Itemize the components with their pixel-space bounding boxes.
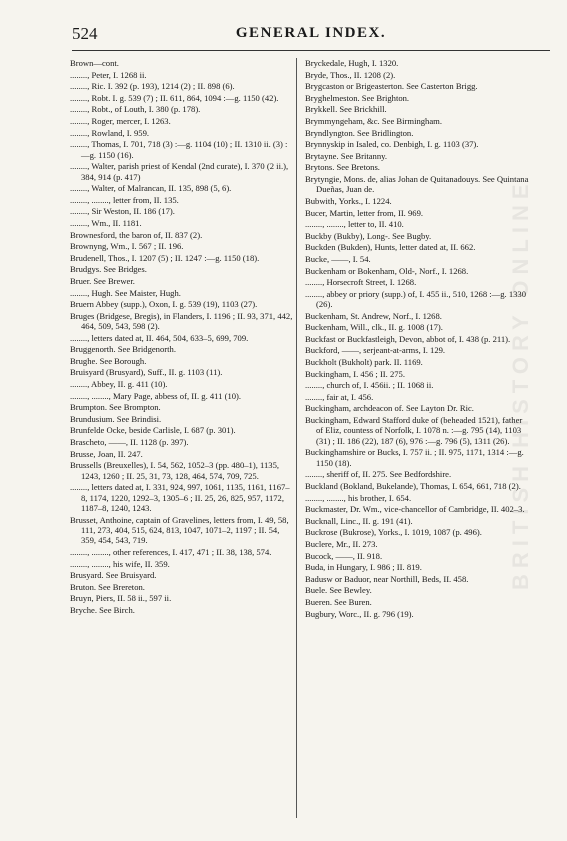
index-entry: Bucock, ——, II. 918. [305,550,383,561]
index-entry: Bruges (Bridgese, Bregis), in Flanders, I. 1196 ; II. 93, 371, 442, 464, 509, 543, 598 (2). [70,310,293,332]
index-entry: ........, abbey or priory (supp.) of, I. 455 ii., 510, 1268 :—g. 1330 (26). [305,288,527,310]
running-title: GENERAL INDEX. [235,25,387,41]
index-entry: Brusyard. See Bruisyard. [70,570,157,581]
index-entry: Bruer. See Brewer. [70,275,135,286]
index-entry: ........, ........, letter from, II. 135. [70,194,179,205]
index-entry: Brascheto, ——, II. 1128 (p. 397). [70,437,189,448]
index-entry: Buckinghamshire or Bucks, I. 757 ii. ; II. 975, 1171, 1314 :—g. 1150 (18). [305,447,524,468]
index-entry: Buckland (Bokland, Bukelande), Thomas, I. 654, 661, 718 (2). [305,481,521,492]
index-entry: Brunfelde Ocke, beside Carlisle, I. 687 (p. 301). [70,425,236,436]
index-entry: Buckenham or Bokenham, Old-, Norf., I. 1268. [305,265,469,276]
index-entry: Buckmaster, Dr. Wm., vice-chancellor of Cambridge, II. 402–3. [305,504,525,515]
index-entry: Bruggenorth. See Bridgenorth. [70,344,176,355]
watermark-stamp: BRITISH HISTORY ONLINE [508,178,533,590]
index-entry: ........, Roger, mercer, I. 1263. [70,115,171,126]
index-entry: ........, Robt. I. g. 539 (7) ; II. 611, 864, 1094 :—g. 1150 (42). [70,92,279,103]
index-entry: ........, Robt., of Louth, I. 380 (p. 178). [70,104,201,115]
index-entry: Buckden (Bukden), Hunts, letter dated at, II. 662. [305,242,476,253]
index-entry: ........, Peter, I. 1268 ii. [70,69,147,80]
page-number: 524 [72,24,98,43]
index-entry: ........, Rowland, I. 959. [70,127,150,138]
index-entry: ........, Wm., II. 1181. [70,217,142,228]
index-entry: Brumpton. See Brompton. [70,402,161,413]
index-entry: Brown—cont. [70,58,119,68]
index-entry: Brusset, Anthoine, captain of Gravelines, letters from, I. 49, 58, 111, 273, 404, 515, 624, 813, 1047, 1071–2, 1197 ; II. 54, 359, 454, 543, 719. [70,514,289,546]
index-entry: Brusse, Joan, II. 247. [70,448,143,459]
index-entry: Brymmyngeham, &c. See Birmingham. [305,115,443,126]
index-entry: ........, ........, his wife, II. 359. [70,558,170,569]
index-entry: Brownesford, the baron of, II. 837 (2). [70,229,203,240]
index-entry: Bubwith, Yorks., I. 1224. [305,195,392,206]
index-entry: ........, church of, I. 456ii. ; II. 1068 ii. [305,380,434,391]
index-entry: ........, letters dated at, II. 464, 504, 633–5, 699, 709. [70,332,249,343]
index-entry: ........, Walter, parish priest of Kendal (2nd curate), I. 370 (2 ii.), 384, 914 (p. 417) [70,161,289,182]
index-entry: ........, sheriff of, II. 275. See Bedfordshire. [305,469,452,480]
index-entry: ........, fair at, I. 456. [305,391,374,402]
index-entry: Bryndlyngton. See Bridlington. [305,127,414,138]
index-entry: Bueren. See Buren. [305,596,372,607]
index-entry: Buckingham, I. 456 ; II. 275. [305,368,406,379]
index-entry: ........, Walter, of Malrancan, II. 135, 898 (5, 6). [70,183,232,194]
index-entry: Brussells (Breuxelles), I. 54, 562, 1052–3 (pp. 480–1), 1135, 1243, 1260 ; II. 25, 31, 73, 128, 464, 574, 709, 725. [70,460,280,481]
index-entry: Buckholt (Bukholt) park. II. 1169. [305,357,423,368]
index-entry: Brughe. See Borough. [70,355,147,366]
index-entry: Brundusium. See Brindisi. [70,413,162,424]
index-entry: Buckingham, Edward Stafford duke of (beheaded 1521), father of Eliz, countess of Norfolk, I. 1078 n. :—g. 795 (14), 1103 (31) ; II. 186 (22), 187 (6), 976 :—g. 796 (5), 1311 (26). [305,415,523,446]
index-entry: Brygcaston or Brigeasterton. See Casterton Brigg. [305,81,478,92]
index-entry: ........, ........, Mary Page, abbess of, II. g. 411 (10). [70,390,242,401]
index-entry: Bruern Abbey (supp.), Oxon, I. g. 539 (19), 1103 (27). [70,299,258,310]
index-entry: Bucknall, Linc., II. g. 191 (41). [305,515,413,526]
index-entry: Brynnyskip in Isaled, co. Denbigh, I. g. 1103 (37). [305,139,479,150]
index-entry: Buckenham, St. Andrew, Norf., I. 1268. [305,310,442,321]
index-entry: ........, ........, letter to, II. 410. [305,219,404,230]
index-entry: Buda, in Hungary, I. 986 ; II. 819. [305,562,422,573]
index-entry: ........, Sir Weston, II. 186 (17). [70,206,175,217]
index-entry: Buckenham, Will., clk., II. g. 1008 (17). [305,322,443,333]
left-index-column [70,58,296,617]
index-entry: Brytyngie, Mons. de, alias Johan de Quitanadouys. See Quintana Dueñas, Juan de. [305,173,529,195]
index-entry: ........, Ric. I. 392 (p. 193), 1214 (2) ; II. 898 (6). [70,81,235,92]
index-entry: Buckford, ——, serjeant-at-arms, I. 129. [305,345,446,356]
index-entry: Brytons. See Bretons. [305,162,380,173]
index-entry: ........, Horsecroft Street, I. 1268. [305,277,417,288]
index-entry: Brykkell. See Brickhill. [305,104,387,115]
index-entry: ........, Thomas, I. 701, 718 (3) :—g. 1104 (10) ; II. 1310 ii. (3) :—g. 1150 (16). [70,139,288,160]
index-entry: Bryghelmeston. See Brighton. [305,92,410,103]
index-entry: Bryche. See Birch. [70,605,135,615]
index-entry: Brudgys. See Bridges. [70,264,147,275]
index-entry: Bryde, Thos., II. 1208 (2). [305,69,396,80]
index-entry: Bryckedale, Hugh, I. 1320. [305,58,399,68]
index-entry: Buckby (Bukby), Long-. See Bugby. [305,230,432,241]
index-entry: Bruton. See Brereton. [70,581,145,592]
index-entry: Buckfast or Buckfastleigh, Devon, abbot of, I. 438 (p. 211). [305,333,511,344]
index-entry: Badusw or Baduor, near Northill, Beds, II. 458. [305,573,469,584]
page-header [72,24,550,51]
index-entry: ........, Abbey, II. g. 411 (10). [70,379,168,390]
index-entry: Buckrose (Bukrose), Yorks., I. 1019, 1087 (p. 496). [305,527,482,538]
index-entry: Brytayne. See Britanny. [305,150,388,161]
index-entry: Brudenell, Thos., I. 1207 (5) ; II. 1247 :—g. 1150 (18). [70,252,260,263]
index-entry: Bucke, ——, I. 54. [305,253,371,264]
index-entry: Buele. See Bewley. [305,585,372,596]
index-entry: ........, ........, his brother, I. 654. [305,492,412,503]
index-entry: ........, letters dated at, I. 331, 924, 997, 1061, 1135, 1161, 1167–8, 1174, 1220, 1292–3, 1305–6 ; II. 25, 26, 825, 957, 1172, 1187–8, 1240, 1243. [70,482,290,514]
index-entry: ........, Hugh. See Maister, Hugh. [70,287,181,298]
right-index-column [305,58,531,620]
column-divider [296,58,297,818]
index-entry: ........, ........, other references, I. 417, 471 ; II. 38, 138, 574. [70,547,272,558]
index-entry: Bruyn, Piers, II. 58 ii., 597 ii. [70,593,172,604]
index-entry: Buckingham, archdeacon of. See Layton Dr. Ric. [305,403,474,414]
index-entry: Brownyng, Wm., I. 567 ; II. 196. [70,241,184,252]
index-entry: Bugbury, Worc., II. g. 796 (19). [305,608,414,619]
index-entry: Bucer, Martin, letter from, II. 969. [305,207,424,218]
index-entry: Buclere, Mr., II. 273. [305,539,378,549]
index-entry: Bruisyard (Brusyard), Suff., II. g. 1103 (11). [70,367,223,378]
